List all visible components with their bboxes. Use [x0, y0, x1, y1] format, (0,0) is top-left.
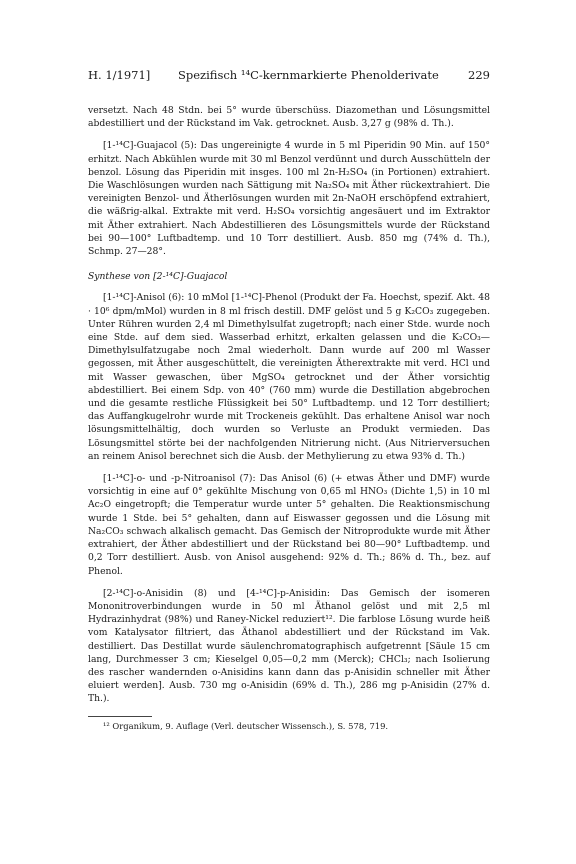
footnote: ¹² Organikum, 9. Auflage (Verl. deutscher Wissensch.), S. 578, 719.: [103, 720, 389, 731]
paragraph-guajacol: [1-¹⁴C]-Guajacol (5): Das ungereinigte 4 wurde in 5 ml Piperidin 90 Min. auf 150° erhitzt. Nach Abkühlen wurde mit 30 ml Benzol verdünnt und durch Ausschütteln der benzol. Lösung das Piperidin mit insges. 100 ml 2n-H₂SO₄ (in Portionen) extrahiert. Die Waschlösungen wurden nach Sättigung mit Na₂SO₄ mit Äther rückextrahiert. Die vereinigten Benzol- und Ätherlösungen wurden mit 2n-NaOH erschöpfend extrahiert, die wäßrig-alkal. Extrakte mit verd. H₂SO₄ vorsichtig angesäuert und im Extraktor mit Äther extrahiert. Nach Abdestillieren des Lösungsmittels wurde der Rückstand bei 90—100° Luftbadtemp. und 10 Torr destilliert. Ausb. 850 mg (74% d. Th.), Schmp. 27—28°.: [88, 140, 490, 258]
body-text: [88, 104, 490, 732]
footnote-divider: [88, 716, 152, 717]
running-header: [88, 68, 490, 84]
section-heading: Synthese von [2-¹⁴C]-Guajacol: [88, 271, 228, 283]
running-title: Spezifisch ¹⁴C-kernmarkierte Phenolderivate: [178, 68, 439, 82]
page-number: 229: [468, 68, 490, 82]
paragraph-nitroanisol: [1-¹⁴C]-o- und -p-Nitroanisol (7): Das Anisol (6) (+ etwas Äther und DMF) wurde vorsichtig in eine auf 0° gekühlte Mischung von 0,65 ml HNO₃ (Dichte 1,5) in 10 ml Ac₂O eingetropft; die Temperatur wurde unter 5° gehalten. Die Reaktionsmischung wurde 1 Stde. bei 5° gehalten, dann auf Eiswasser gegossen und die Lösung mit Na₂CO₃ schwach alkalisch gemacht. Das Gemisch der Nitroprodukte wurde mit Äther extrahiert, der Äther abdestilliert und der Rückstand bei 80—90° Luftbadtemp. und 0,2 Torr destilliert. Ausb. von Anisol ausgehend: 92% d. Th.; 86% d. Th., bez. auf Phenol.: [88, 473, 490, 577]
paragraph-continuation: versetzt. Nach 48 Stdn. bei 5° wurde überschüss. Diazomethan und Lösungsmittel abdestilliert und der Rückstand im Vak. getrocknet. Ausb. 3,27 g (98% d. Th.).: [88, 105, 490, 130]
journal-issue: H. 1/1971]: [88, 68, 151, 82]
paragraph-anisol: [1-¹⁴C]-Anisol (6): 10 mMol [1-¹⁴C]-Phenol (Produkt der Fa. Hoechst, spezif. Akt. 48 · 10⁶ dpm/mMol) wurden in 8 ml frisch destill. DMF gelöst und 5 g K₂CO₃ zugegeben. Unter Rühren wurden 2,4 ml Dimethylsulfat zugetropft; nach einer Stde. wurde noch eine Stde. auf dem sied. Wasserbad erhitzt, erkalten gelassen und die K₂CO₃—Dimethylsulfatzugabe noch 2mal wiederholt. Dann wurde auf 200 ml Wasser gegossen, mit Äther ausgeschüttelt, die vereinigten Ätherextrakte mit verd. HCl und mit Wasser gewaschen, über MgSO₄ getrocknet und der Äther vorsichtig abdestilliert. Bei einem Sdp. von 40° (760 mm) wurde die Destillation abgebrochen und die gesamte restliche Flüssigkeit bei 50° Luftbadtemp. und 12 Torr destilliert; das Auffangkugelrohr wurde mit Trockeneis gekühlt. Das erhaltene Anisol war noch lösungsmittelhältig, doch wurden so Verluste an Produkt vermieden. Das Lösungsmittel störte bei der nachfolgenden Nitrierung nicht. (Aus Nitrierversuchen an reinem Anisol berechnet sich die Ausb. der Methylierung zu etwa 93% d. Th.): [88, 292, 490, 462]
paragraph-anisidin: [2-¹⁴C]-o-Anisidin (8) und [4-¹⁴C]-p-Anisidin: Das Gemisch der isomeren Mononitroverbindungen wurde in 50 ml Äthanol gelöst und mit 2,5 ml Hydrazinhydrat (98%) und Raney-Nickel reduziert¹². Die farblose Lösung wurde heiß vom Katalysator filtriert, das Äthanol abdestilliert und der Rückstand im Vak. destilliert. Das Destillat wurde säulenchromatographisch aufgetrennt [Säule 15 cm lang, Durchmesser 3 cm; Kieselgel 0,05—0,2 mm (Merck); CHCl₃; nach Isolierung des rascher wandernden o-Anisidins kann dann das p-Anisidin schneller mit Äther eluiert werden]. Ausb. 730 mg o-Anisidin (69% d. Th.), 286 mg p-Anisidin (27% d. Th.).: [88, 587, 490, 705]
